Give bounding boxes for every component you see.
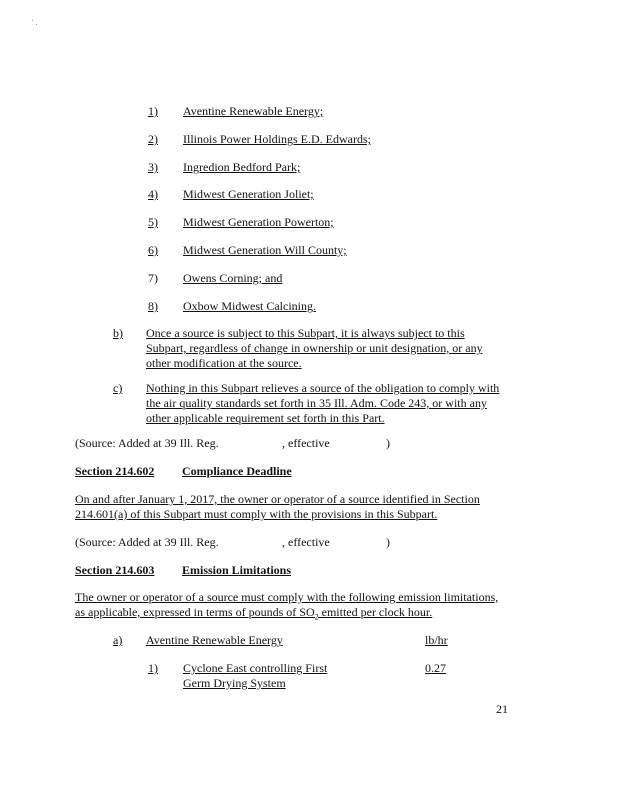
list-item-text: Illinois Power Holdings E.D. Edwards;	[183, 132, 371, 146]
source-note-close: )	[386, 436, 390, 450]
list-item-text: Aventine Renewable Energy;	[183, 104, 324, 118]
table-row-value: 0.27	[425, 661, 446, 675]
paragraph-c-line: Nothing in this Subpart relieves a source of the obligation to comply with	[146, 381, 500, 395]
table-row-number: 1)	[148, 661, 158, 675]
source-note-effective: , effective	[282, 436, 330, 450]
section-number: Section 214.602	[75, 464, 155, 478]
paragraph-b-label: b)	[113, 326, 123, 340]
list-item-text: Owens Corning; and	[183, 271, 283, 285]
table-row-label: Cyclone East controlling First	[183, 661, 328, 675]
page-number: 21	[496, 702, 508, 716]
section-title: Emission Limitations	[182, 563, 292, 577]
list-item-number: 4)	[148, 187, 158, 201]
list-item-text: Midwest Generation Powerton;	[183, 215, 334, 229]
table-unit-header: lb/hr	[425, 633, 448, 647]
section-body-line: The owner or operator of a source must comply with the following emission limitations,	[75, 590, 499, 604]
paragraph-c-label: c)	[113, 381, 123, 395]
list-item-number: 2)	[148, 132, 158, 146]
list-item-text: Midwest Generation Will County;	[183, 243, 347, 257]
list-item-number: 8)	[148, 299, 158, 313]
table-section-label: a)	[113, 633, 123, 647]
subscript: 2	[314, 612, 319, 622]
table-section-title: Aventine Renewable Energy	[146, 633, 283, 647]
list-item-number: 3)	[148, 160, 158, 174]
section-title: Compliance Deadline	[182, 464, 292, 478]
text-run: as applicable, expressed in terms of pounds of SO	[75, 605, 315, 619]
section-body-line: On and after January 1, 2017, the owner or operator of a source identified in Section	[75, 492, 480, 506]
section-number: Section 214.603	[75, 563, 155, 577]
source-note: (Source: Added at 39 Ill. Reg.	[75, 535, 219, 549]
list-item-number: 5)	[148, 215, 158, 229]
list-item-text: Oxbow Midwest Calcining.	[183, 299, 316, 313]
list-item-text: Midwest Generation Joliet;	[183, 187, 314, 201]
paragraph-c-line: other applicable requirement set forth in this Part.	[146, 411, 385, 425]
source-note: (Source: Added at 39 Ill. Reg.	[75, 436, 219, 450]
paragraph-c-line: the air quality standards set forth in 35 Ill. Adm. Code 243, or with any	[146, 396, 487, 410]
list-item-number: 1)	[148, 104, 158, 118]
paragraph-b-line: other modification at the source.	[146, 356, 302, 370]
paragraph-b-line: Subpart, regardless of change in ownership or unit designation, or any	[146, 341, 483, 355]
list-item-number: 7)	[148, 271, 158, 285]
list-item-number: 6)	[148, 243, 158, 257]
paragraph-b-line: Once a source is subject to this Subpart, it is always subject to this	[146, 326, 465, 340]
text-run: emitted per clock hour.	[318, 605, 433, 619]
source-note-effective: , effective	[282, 535, 330, 549]
section-body-line: 214.601(a) of this Subpart must comply with the provisions in this Subpart.	[75, 507, 438, 521]
section-body-line	[75, 605, 432, 624]
table-row-label: Germ Drying System	[183, 676, 286, 690]
source-note-close: )	[386, 535, 390, 549]
corner-mark: ' .	[32, 18, 38, 27]
list-item-text: Ingredion Bedford Park;	[183, 160, 301, 174]
